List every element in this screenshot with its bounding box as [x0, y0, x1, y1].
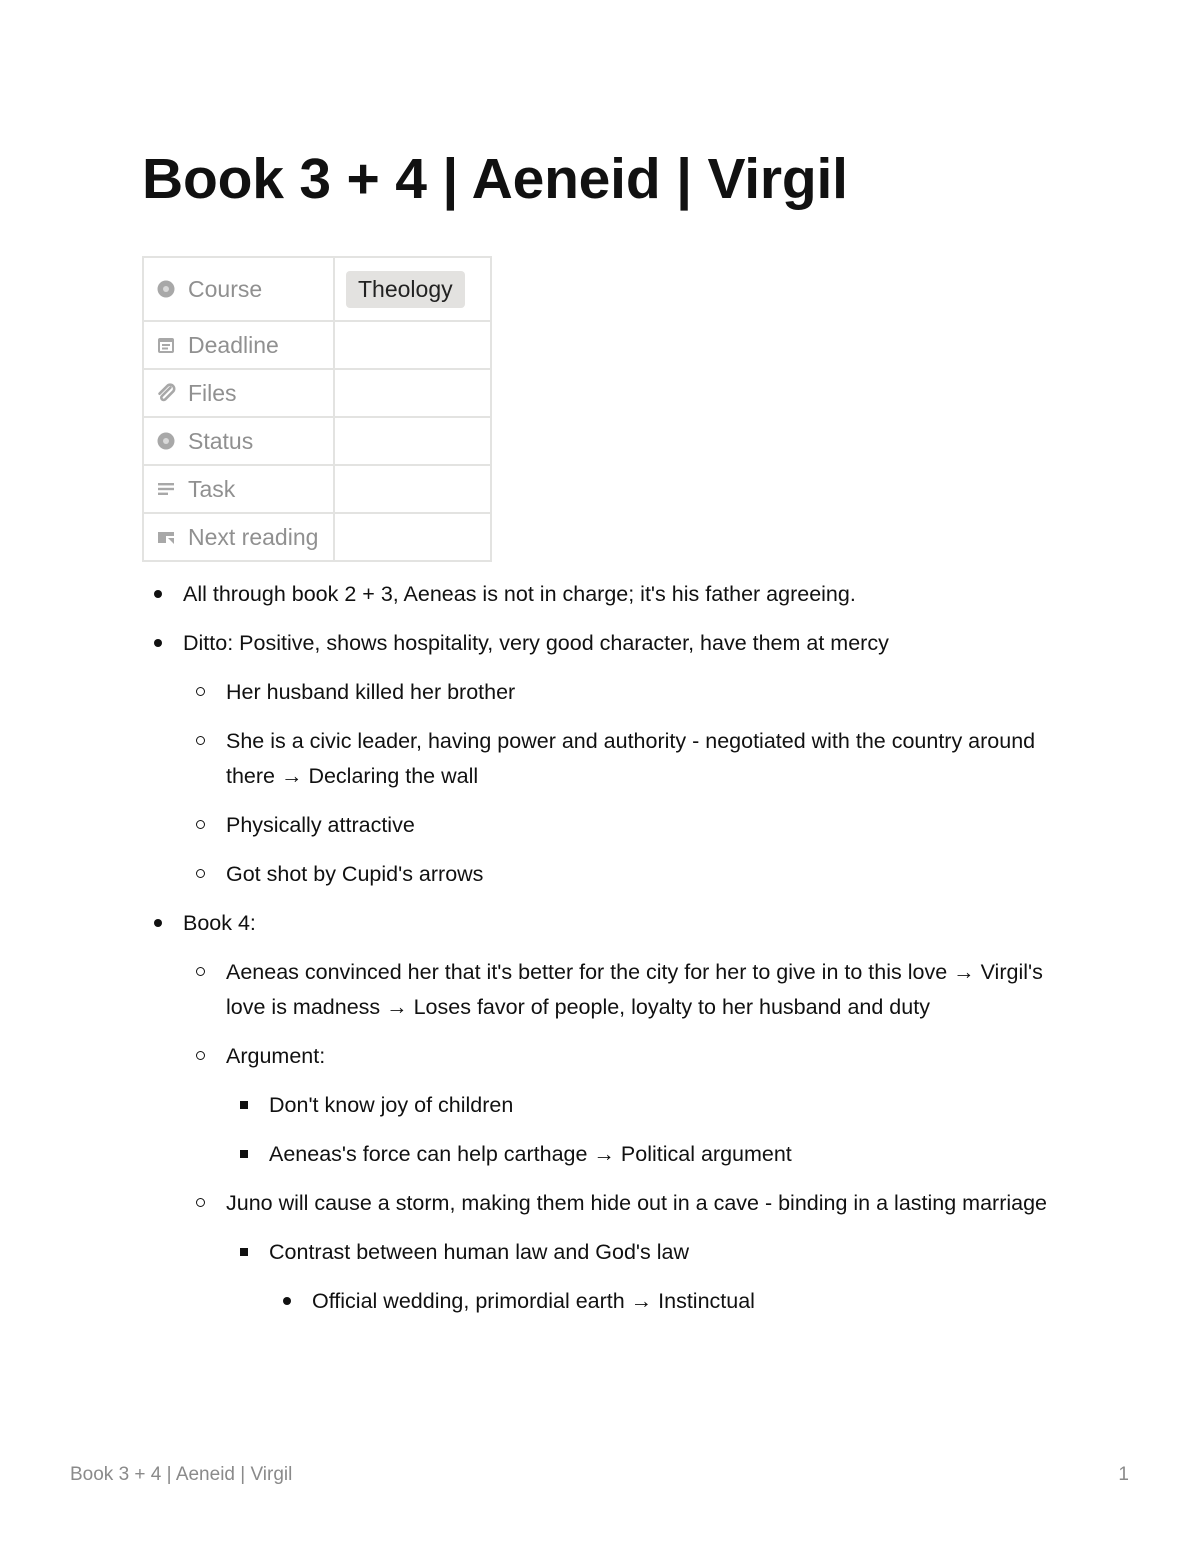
bullet-dot-icon: [154, 590, 162, 598]
list-item-text: Aeneas convinced her that it's better for the city for her to give in to this love → Virgil's love is madness → Loses favor of people, loyalty to her husband and duty: [226, 960, 1043, 1019]
property-label-course: Course: [188, 275, 263, 302]
list-item: [226, 1137, 1060, 1172]
properties-table: [142, 256, 492, 562]
next-reading-value[interactable]: [334, 513, 491, 561]
property-row-files: [143, 369, 491, 417]
bullet-square-icon: [240, 1150, 248, 1158]
list-item-text: She is a civic leader, having power and authority - negotiated with the country around there → Declaring the wall: [226, 729, 1036, 788]
list-item-text: Got shot by Cupid's arrows: [226, 862, 484, 886]
list-item: [183, 1186, 1060, 1319]
text-lines-icon: [156, 479, 176, 499]
property-label-files: Files: [188, 379, 237, 406]
property-row-status: [143, 417, 491, 465]
footer-title: Book 3 + 4 | Aeneid | Virgil: [70, 1464, 293, 1485]
list-item-text: Her husband killed her brother: [226, 680, 516, 704]
list-item: [183, 857, 1060, 892]
list-item: [183, 1039, 1060, 1172]
list-item: [140, 906, 1060, 1319]
list-item-text: All through book 2 + 3, Aeneas is not in charge; it's his father agreeing.: [183, 582, 856, 606]
property-label-next-reading: Next reading: [188, 523, 319, 550]
list-item: [226, 1088, 1060, 1123]
bullet-list: [140, 577, 1060, 1319]
notes-body: [140, 577, 1060, 1319]
property-row-task: [143, 465, 491, 513]
list-item-text: Physically attractive: [226, 813, 415, 837]
relation-arrow-icon: [156, 527, 176, 547]
list-item-text: Ditto: Positive, shows hospitality, very good character, have them at mercy: [183, 631, 889, 655]
sub-list: [226, 1235, 1060, 1319]
bullet-dot-icon: [283, 1297, 291, 1305]
list-item-text: Book 4:: [183, 911, 256, 935]
list-item: [183, 675, 1060, 710]
list-item: [183, 808, 1060, 843]
task-value[interactable]: [334, 465, 491, 513]
bullet-dot-icon: [154, 919, 162, 927]
sub-list: [226, 1088, 1060, 1172]
page-title: Book 3 + 4 | Aeneid | Virgil: [142, 147, 848, 211]
property-label-task: Task: [188, 475, 236, 502]
page-number: 1: [1118, 1464, 1129, 1485]
bullet-circle-icon: [196, 687, 205, 696]
sub-list: [269, 1284, 1060, 1319]
bullet-circle-icon: [196, 736, 205, 745]
list-item: [226, 1235, 1060, 1319]
list-item: [183, 724, 1060, 794]
course-tag[interactable]: Theology: [346, 271, 465, 308]
property-row-next-reading: [143, 513, 491, 561]
deadline-value[interactable]: [334, 321, 491, 369]
list-item-text: Don't know joy of children: [269, 1093, 514, 1117]
bullet-circle-icon: [196, 1051, 205, 1060]
property-row-course: [143, 257, 491, 321]
bullet-square-icon: [240, 1101, 248, 1109]
files-value[interactable]: [334, 369, 491, 417]
sub-list: [183, 955, 1060, 1319]
sub-list: [183, 675, 1060, 892]
list-item-text: Argument:: [226, 1044, 326, 1068]
list-item-text: Juno will cause a storm, making them hide out in a cave - binding in a lasting marriage: [226, 1191, 1047, 1215]
bullet-circle-icon: [196, 1198, 205, 1207]
property-label-deadline: Deadline: [188, 331, 279, 358]
bullet-square-icon: [240, 1248, 248, 1256]
calendar-icon: [156, 335, 176, 355]
circle-dot-icon: [156, 431, 176, 451]
property-label-status: Status: [188, 427, 254, 454]
property-row-deadline: [143, 321, 491, 369]
status-value[interactable]: [334, 417, 491, 465]
paperclip-icon: [156, 383, 176, 403]
bullet-circle-icon: [196, 967, 205, 976]
list-item: [269, 1284, 1060, 1319]
list-item-text: Contrast between human law and God's law: [269, 1240, 690, 1264]
bullet-circle-icon: [196, 820, 205, 829]
list-item: [140, 626, 1060, 892]
bullet-circle-icon: [196, 869, 205, 878]
circle-dot-icon: [156, 279, 176, 299]
list-item: [183, 955, 1060, 1025]
bullet-dot-icon: [154, 639, 162, 647]
list-item: [140, 577, 1060, 612]
list-item-text: Aeneas's force can help carthage → Political argument: [269, 1142, 792, 1166]
list-item-text: Official wedding, primordial earth → Instinctual: [312, 1289, 755, 1313]
